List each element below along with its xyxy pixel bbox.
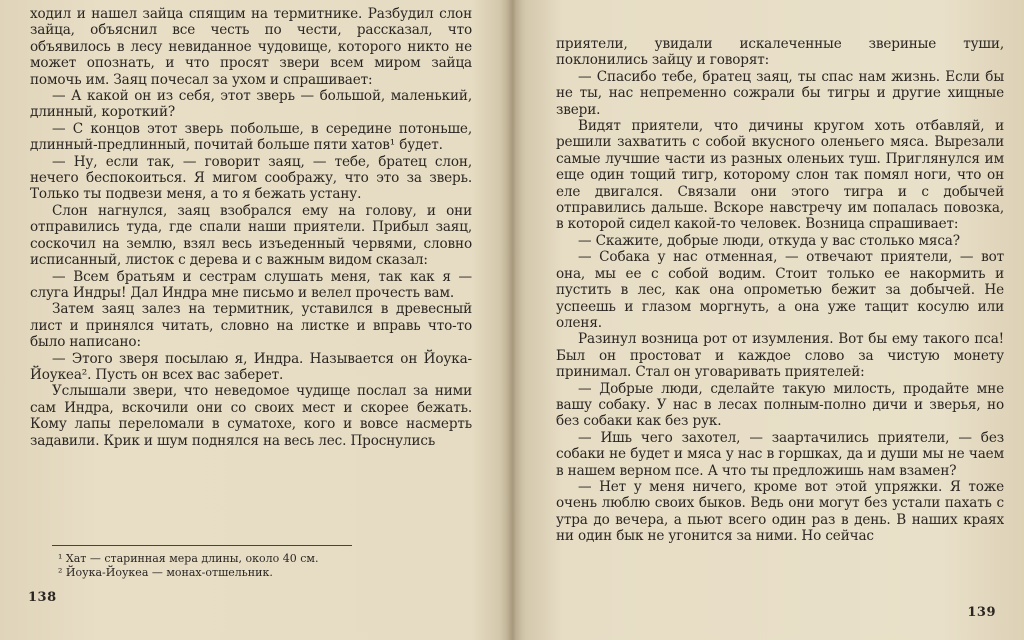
paragraph: — Ну, если так, — говорит заяц, — тебе, братец слон, нечего беспокоиться. Я мигом соображу, что это за зверь. Только ты подвези меня, а то я бежать устану. (30, 153, 472, 203)
paragraph: ходил и нашел зайца спящим на термитнике. Разбудил слон зайца, объяснил все честь по чести, рассказал, что объявилось в лесу невиданное чудовище, которого никто не может опознать, и что просят звери всем миром зайца помочь им. Заяц почесал за ухом и спрашивает: (30, 6, 472, 88)
paragraph: — Добрые люди, сделайте такую милость, продайте мне вашу собаку. У нас в лесах полным-полно дичи и зверья, но без собаки как без рук. (556, 380, 1004, 430)
paragraph: Услышали звери, что неведомое чудище послал за ними сам Индра, вскочили они со своих мест и скорее бежать. Кому лапы переломали в суматохе, кого и вовсе насмерть задавили. Крик и шум поднялся на весь лес. Проснулись (30, 383, 472, 449)
paragraph: — А какой он из себя, этот зверь — большой, маленький, длинный, короткий? (30, 88, 472, 121)
paragraph: — Нет у меня ничего, кроме вот этой упряжки. Я тоже очень люблю своих быков. Ведь они могут без устали пахать с утра до вечера, а пьют всего один раз в день. В наших краях ни один бык не угонится за ними. Но сейчас (556, 478, 1004, 545)
paragraph: — Спасибо тебе, братец заяц, ты спас нам жизнь. Если бы не ты, нас непременно сожрали бы тигры и другие хищные звери. (556, 68, 1004, 118)
left-page-text (30, 6, 472, 449)
paragraph: Слон нагнулся, заяц взобрался ему на голову, и они отправились туда, где спали наши приятели. Прибыл заяц, соскочил на землю, взял весь изъеденный червями, словно исписанный, листок с дерева и с важным видом сказал: (30, 202, 472, 269)
paragraph: Видят приятели, что дичины кругом хоть отбавляй, и решили захватить с собой вкусного оленьего мяса. Вырезали самые лучшие части из разных оленьих туш. Приглянулся им еще один тощий тигр, которому слон так помял ноги, что он еле двигался. Связали они этого тигра и с добычей отправились дальше. Вскоре навстречу им попалась повозка, в которой сидел какой-то человек. Возница спрашивает: (556, 118, 1004, 233)
paragraph: — Этого зверя посылаю я, Индра. Называется он Йоука-Йоукеа². Пусть он всех вас заберет. (30, 350, 472, 383)
right-page-text (556, 36, 1004, 545)
paragraph: Разинул возница рот от изумления. Вот бы ему такого пса! Был он простоват и каждое слово за чистую монету принимал. Стал он уговаривать приятелей: (556, 331, 1004, 381)
footnote: ² Йоука-Йоукеа — монах-отшельник. (58, 566, 273, 579)
paragraph: — С концов этот зверь побольше, в середине потоньше, длинный-предлинный, почитай больше пяти хатов¹ будет. (30, 120, 472, 154)
paragraph: — Всем братьям и сестрам слушать меня, так как я — слуга Индры! Дал Индра мне письмо и велел прочесть вам. (30, 268, 472, 301)
footnotes (52, 545, 352, 580)
page-number: 138 (28, 590, 57, 605)
paragraph: — Собака у нас отменная, — отвечают приятели, — вот она, мы ее с собой водим. Стоит только ее накормить и пустить в лес, как она опрометью бежит за добычей. Не успеешь и глазом моргнуть, а она уже тащит косулю или оленя. (556, 249, 1004, 331)
footnote: ¹ Хат — старинная мера длины, около 40 см. (58, 552, 319, 565)
paragraph: приятели, увидали искалеченные звериные туши, поклонились зайцу и говорят: (556, 36, 1004, 69)
paragraph: Затем заяц залез на термитник, уставился в древесный лист и принялся читать, словно на листке и вправь что-то было написано: (30, 301, 472, 351)
paragraph: — Скажите, добрые люди, откуда у вас столько мяса? (578, 232, 960, 249)
page-number: 139 (967, 605, 996, 620)
paragraph: — Ишь чего захотел, — заартачились приятели, — без собаки не будет и мяса у нас в горшках, да и души мы не чаем в нашем верном псе. А что ты предложишь нам взамен? (556, 429, 1004, 479)
right-page (512, 0, 1024, 640)
